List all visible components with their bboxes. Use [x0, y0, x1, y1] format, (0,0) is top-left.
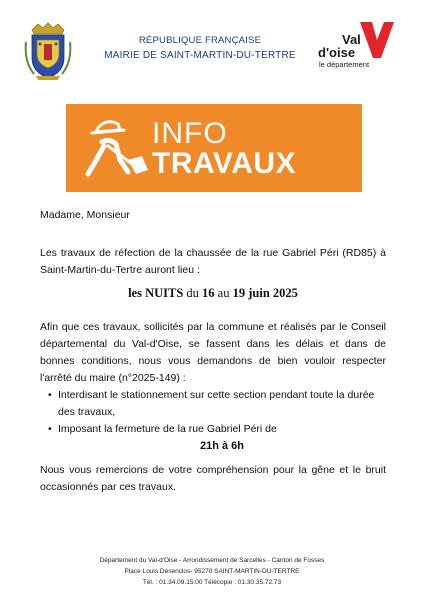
municipality-header [80, 34, 320, 63]
decree-list [40, 387, 386, 455]
footer-line-2: Place Louis Désenclos- 95270 SAINT-MARTIN-DU-TERTRE [124, 568, 300, 575]
logo-v-mark-icon [360, 22, 394, 58]
dates-du: du [186, 286, 199, 300]
footer-line-1: Département du Val-d'Oise - Arrondissement de Sarcelles - Canton de Fosses [99, 557, 325, 564]
intro-paragraph: Les travaux de réfection de la chaussée de la rue Gabriel Péri (RD85) à Saint-Martin-du-Tertre auront lieu : [40, 247, 386, 276]
letterhead [0, 0, 424, 80]
list-item [40, 421, 386, 438]
dates-end: 19 juin 2025 [232, 286, 298, 300]
list-item [40, 387, 386, 421]
logo-val-text: Val [342, 32, 361, 47]
dates-au: au [217, 286, 230, 300]
republic-label: RÉPUBLIQUE FRANÇAISE [138, 35, 262, 46]
banner-info-text: INFO [152, 117, 228, 150]
dates-nuits: les NUITS [128, 286, 184, 300]
thanks-paragraph: Nous vous remercions de votre compréhension pour la gêne et le bruit occasionnés par ces travaux. [40, 464, 386, 493]
bullet-icon: • [48, 423, 52, 435]
worker-shovel-icon [80, 116, 152, 180]
mairie-title: MAIRIE DE SAINT-MARTIN-DU-TERTRE [104, 50, 296, 61]
footer [0, 555, 424, 588]
info-travaux-banner [66, 104, 362, 192]
works-dates [40, 286, 386, 301]
bullet-text: Imposant la fermeture de la rue Gabriel Péri de [58, 423, 277, 435]
bullet-icon: • [48, 389, 52, 401]
salutation: Madame, Monsieur [40, 209, 130, 221]
banner-travaux-text: TRAVAUX [152, 147, 297, 180]
logo-doise-text: d'oise [318, 45, 356, 60]
dates-start: 16 [202, 286, 215, 300]
request-paragraph: Afin que ces travaux, sollicités par la commune et réalisés par le Conseil départemental du Val-d'Oise, se fassent dans les délais et dans de bonnes conditions, nous vous demandons de bien vouloir respecter l'arrêté du maire (n°2025-149) : [40, 321, 386, 384]
footer-line-3: Tél. : 01.34.09.15.00 Télécopie : 01.30.35.72.73 [142, 579, 282, 586]
logo-dept-text: le département [319, 60, 370, 69]
val-doise-logo [316, 22, 416, 70]
closure-hours: 21h à 6h [199, 440, 245, 452]
bullet-text: Interdisant le stationnement sur cette section pendant toute la durée des travaux, [58, 389, 375, 418]
coat-of-arms-icon [22, 22, 74, 82]
